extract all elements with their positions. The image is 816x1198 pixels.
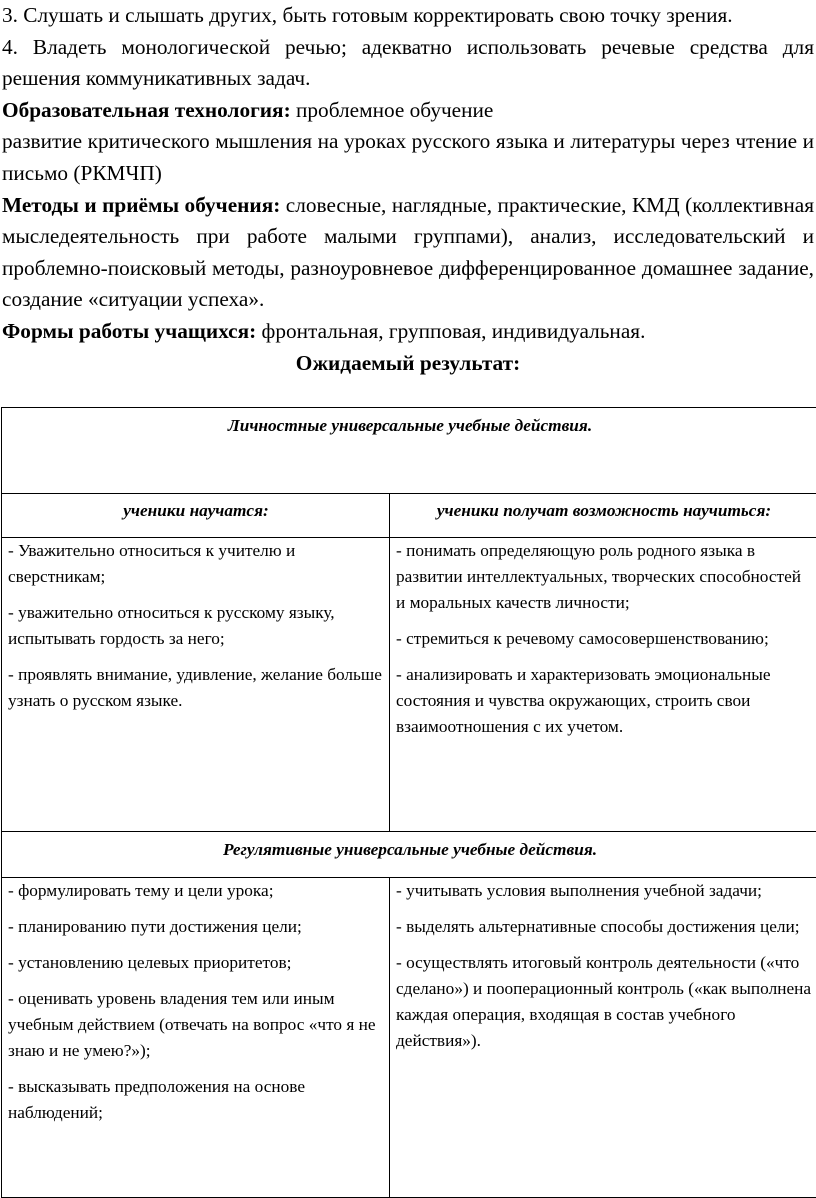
list-item: - стремиться к речевому самосовершенствованию; — [396, 626, 812, 652]
list-item: - осуществлять итоговый контроль деятельности («что сделано») и пооперационный контроль («как выполнена каждая операция, входящая в состав учебного действия»). — [396, 950, 812, 1054]
education-technology-value: проблемное обучение — [291, 98, 494, 122]
list-item: - анализировать и характеризовать эмоциональные состояния и чувства окружающих, строить свои взаимоотношения с их учетом. — [396, 662, 812, 740]
intro-line-4: 4. Владеть монологической речью; адекватно использовать речевые средства для решения коммуникативных задач. — [2, 32, 814, 95]
work-forms-label: Формы работы учащихся: — [2, 319, 256, 343]
list-item: - оценивать уровень владения тем или иным учебным действием (отвечать на вопрос «что я не знаю и не умею?»); — [8, 986, 384, 1064]
regulatory-opportunity-cell — [390, 878, 816, 1198]
list-item: - формулировать тему и цели урока; — [8, 878, 384, 904]
section-title-regulatory: Регулятивные универсальные учебные действия. — [2, 832, 816, 878]
regulatory-will-learn-cell — [2, 878, 390, 1198]
table-row — [2, 832, 816, 878]
list-item: - Уважительно относиться к учителю и сверстникам; — [8, 538, 384, 590]
table-row — [2, 408, 816, 494]
expected-results-table — [1, 407, 816, 1198]
list-item: - учитывать условия выполнения учебной задачи; — [396, 878, 812, 904]
education-technology-detail: развитие критического мышления на уроках русского языка и литературы через чтение и письмо (РКМЧП) — [2, 126, 814, 189]
work-forms-value: фронтальная, групповая, индивидуальная. — [256, 319, 645, 343]
personal-will-learn-cell — [2, 538, 390, 832]
teaching-methods — [2, 190, 814, 316]
table-row — [2, 538, 816, 832]
teaching-methods-value: словесные, наглядные, практические, КМД (коллективная мыследеятельность при работе малыми группами), анализ, исследовательский и проблемно-поисковый методы, разноуровневое дифференцированное домашнее задание, создание «ситуации успеха». — [2, 193, 814, 312]
list-item: - уважительно относиться к русскому языку, испытывать гордость за него; — [8, 600, 384, 652]
column-header-will-learn: ученики научатся: — [2, 494, 390, 538]
list-item: - планированию пути достижения цели; — [8, 914, 384, 940]
education-technology-label: Образовательная технология: — [2, 98, 291, 122]
intro-line-3: 3. Слушать и слышать других, быть готовым корректировать свою точку зрения. — [2, 0, 814, 32]
list-item: - высказывать предположения на основе наблюдений; — [8, 1074, 384, 1126]
intro-text — [2, 0, 814, 379]
expected-result-title: Ожидаемый результат: — [2, 348, 814, 380]
table-row — [2, 494, 816, 538]
table-row — [2, 878, 816, 1198]
list-item: - выделять альтернативные способы достижения цели; — [396, 914, 812, 940]
column-header-will-have-opportunity: ученики получат возможность научиться: — [390, 494, 816, 538]
list-item: - установлению целевых приоритетов; — [8, 950, 384, 976]
education-technology — [2, 95, 814, 127]
personal-opportunity-cell — [390, 538, 816, 832]
list-item: - понимать определяющую роль родного языка в развитии интеллектуальных, творческих способностей и моральных качеств личности; — [396, 538, 812, 616]
section-title-personal: Личностные универсальные учебные действия. — [2, 408, 816, 494]
list-item: - проявлять внимание, удивление, желание больше узнать о русском языке. — [8, 662, 384, 714]
teaching-methods-label: Методы и приёмы обучения: — [2, 193, 280, 217]
work-forms — [2, 316, 814, 348]
